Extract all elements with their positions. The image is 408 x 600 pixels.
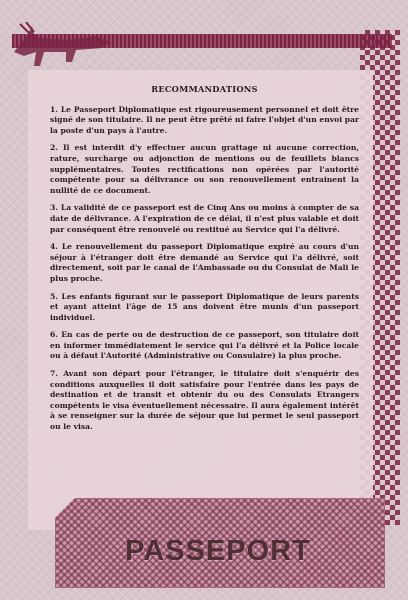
recommendation-item-7: 7. Avant son départ pour l'étranger, le titulaire doit s'enquérir des conditions auxquelles il doit satisfaire pour l'entrée dans les pays de destination et de transit et obtenir du ou des Consulats Etrangers compétents le visa éventuellement nécessaire. Il aura également intérêt à se renseigner sur la durée de séjour que lui permet le seul passeport ou le visa. [50, 369, 359, 432]
passport-banner-word: PASSEPORT [125, 535, 311, 567]
recommendation-item-4: 4. Le renouvellement du passeport Diplomatique expiré au cours d'un séjour à l'étranger doit être demandé au Service qui l'a délivré, soit directement, soit par le canal de l'Ambassade ou du Consulat de Mali le plus proche. [50, 242, 359, 283]
gazelle-emblem-icon [10, 22, 120, 74]
recommendation-item-3: 3. La validité de ce passeport est de Cinq Ans ou moins à compter de sa date de délivrance. A l'expiration de ce délai, il n'est plus valable et doit par conséquent être renouvelé ou restitué au Service qui l'a délivré. [50, 203, 359, 234]
recommendation-item-6: 6. En cas de perte ou de destruction de ce passeport, son titulaire doit en informer immédiatement le service qui l'a délivré et la Police locale ou à défaut l'Autorité (Administrative ou Consulaire) la plus proche. [50, 330, 359, 361]
recommendations-panel [28, 70, 373, 530]
recommendation-item-2: 2. Il est interdit d'y effectuer aucun grattage ni aucune correction, rature, surcharge ou adjonction de mentions ou de feuillets blancs supplémentaires. Toutes rectifications non opérées par l'autorité compétente pour sa délivrance ou son renouvellement entrainent la nullité de ce document. [50, 143, 359, 195]
recommendations-title: RECOMMANDATIONS [151, 84, 258, 94]
recommendation-item-1: 1. Le Passeport Diplomatique est rigoureusement personnel et doit être signé de son titulaire. Il ne peut être prêté ni faire l'objet d'un envoi par la poste d'un pays à l'autre. [50, 104, 359, 135]
recommendation-item-5: 5. Les enfants figurant sur le passeport Diplomatique de leurs parents et ayant atteint l'âge de 15 ans doivent être munis d'un passeport individuel. [50, 291, 359, 322]
